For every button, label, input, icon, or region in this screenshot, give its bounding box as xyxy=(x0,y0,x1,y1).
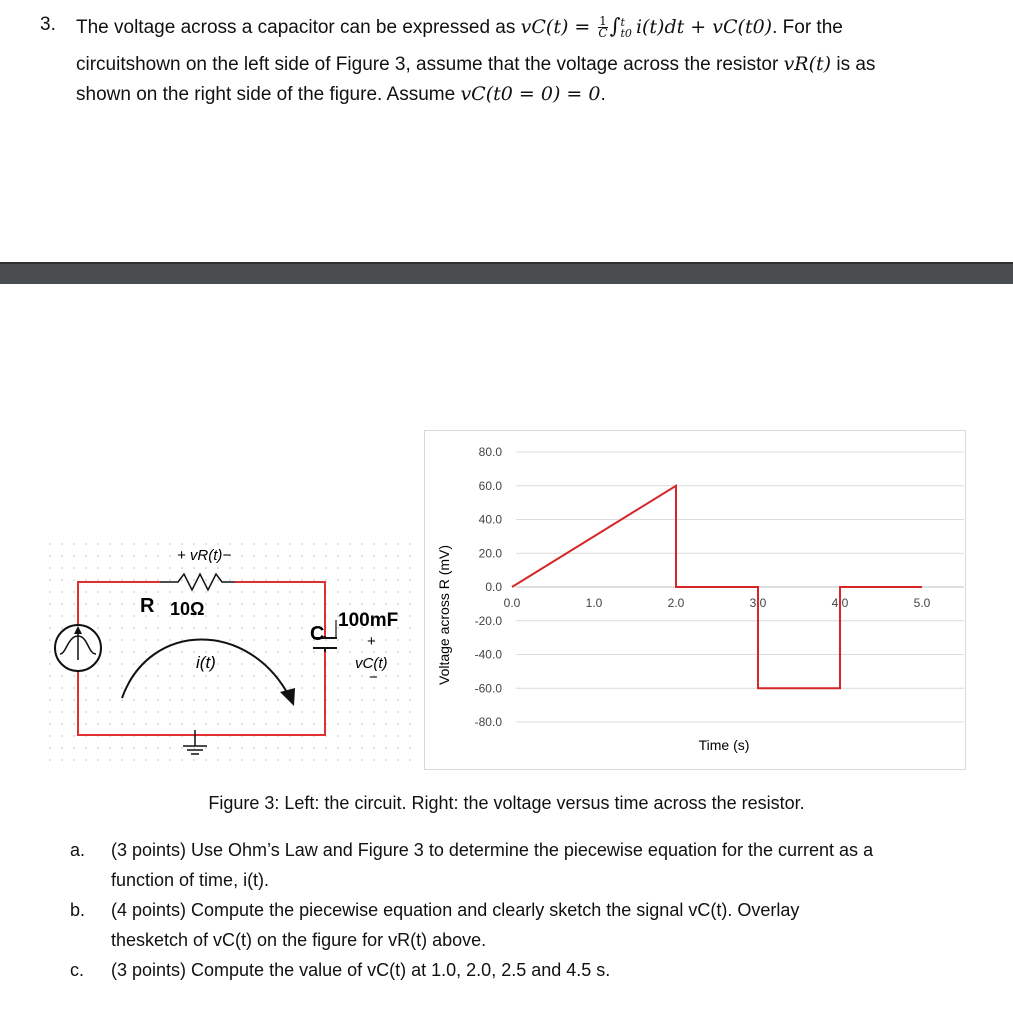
resistor-letter: R xyxy=(140,595,155,617)
y-axis-label: Voltage across R (mV) xyxy=(436,544,452,685)
voltage-source-icon xyxy=(55,625,101,671)
initial-condition: vC(t0 = 0) = 0 xyxy=(460,83,601,105)
part-c-letter: c. xyxy=(70,960,85,980)
integrand: i(t)dt + vC(t0) xyxy=(635,16,773,38)
capacitor-letter: C xyxy=(310,623,325,645)
fraction xyxy=(598,16,607,39)
part-b-letter: b. xyxy=(70,900,86,920)
y-tick-label: 60.0 xyxy=(478,478,502,493)
x-tick-label: 0.0 xyxy=(503,596,521,610)
vc-label: vC(t) xyxy=(355,655,388,672)
part-a-line-1: (3 points) Use Ohm’s Law and Figure 3 to determine the piecewise equation for the current as a xyxy=(111,840,874,860)
divider-bar xyxy=(0,262,1013,284)
capacitor-value: 100mF xyxy=(338,610,399,631)
x-tick-label: 4.0 xyxy=(831,596,849,610)
x-tick-label: 1.0 xyxy=(585,596,603,610)
part-c-line-1: (3 points) Compute the value of vC(t) at 1.0, 2.0, 2.5 and 4.5 s. xyxy=(111,960,611,980)
part-a-line-2: function of time, i(t). xyxy=(111,870,270,890)
question-line-3-text: shown on the right side of the figure. Assume xyxy=(76,84,461,105)
x-axis-label: Time (s) xyxy=(698,737,750,753)
integral-lower-limit: t0 xyxy=(620,26,632,40)
y-tick-label: -60.0 xyxy=(474,681,502,696)
x-tick-label: 5.0 xyxy=(913,596,931,610)
y-tick-label: -20.0 xyxy=(474,613,502,628)
question-line-1-text: The voltage across a capacitor can be expressed as xyxy=(76,17,521,38)
resistor-value: 10Ω xyxy=(170,599,205,619)
part-b-line-1: (4 points) Compute the piecewise equation and clearly sketch the signal vC(t). Overlay xyxy=(111,900,800,920)
vr-symbol: vR(t) xyxy=(783,53,832,75)
voltage-chart xyxy=(424,430,966,770)
y-tick-label: -40.0 xyxy=(474,647,502,662)
question-line-2-end: is as xyxy=(831,54,876,75)
y-tick-label: 20.0 xyxy=(478,546,502,561)
y-tick-label: -80.0 xyxy=(474,715,502,729)
part-a-letter: a. xyxy=(70,840,86,860)
y-tick-label: 80.0 xyxy=(478,445,502,459)
x-tick-label: 3.0 xyxy=(749,596,767,610)
vc-plus: + xyxy=(367,633,376,650)
fraction-numerator: 1 xyxy=(599,14,607,29)
question-number: 3. xyxy=(40,14,56,35)
question-line-1 xyxy=(76,14,843,39)
figure-caption: Figure 3: Left: the circuit. Right: the voltage versus time across the resistor. xyxy=(208,793,805,813)
question-line-3 xyxy=(76,83,606,106)
vc-minus: − xyxy=(369,669,378,686)
y-tick-label: 0.0 xyxy=(485,580,502,594)
integral-limits xyxy=(621,17,632,39)
part-b-line-2: thesketch of vC(t) on the figure for vR(t) above. xyxy=(111,930,487,950)
question-line-2 xyxy=(76,53,875,76)
vc-equation-lhs: vC(t) = xyxy=(520,16,597,38)
fraction-denominator: C xyxy=(598,26,608,41)
y-tick-label: 40.0 xyxy=(478,512,502,527)
current-label: i(t) xyxy=(196,653,216,672)
question-line-2-text: circuitshown on the left side of Figure 3, assume that the voltage across the resistor xyxy=(76,54,784,75)
question-line-1-end: . For the xyxy=(772,17,843,38)
question-line-3-end: . xyxy=(600,84,606,105)
x-tick-label: 2.0 xyxy=(667,596,685,610)
circuit-diagram xyxy=(0,530,425,770)
integral-sign: ∫ xyxy=(609,14,621,38)
vr-label: + vR(t)− xyxy=(177,547,232,564)
integral-upper-limit: t xyxy=(620,15,625,29)
